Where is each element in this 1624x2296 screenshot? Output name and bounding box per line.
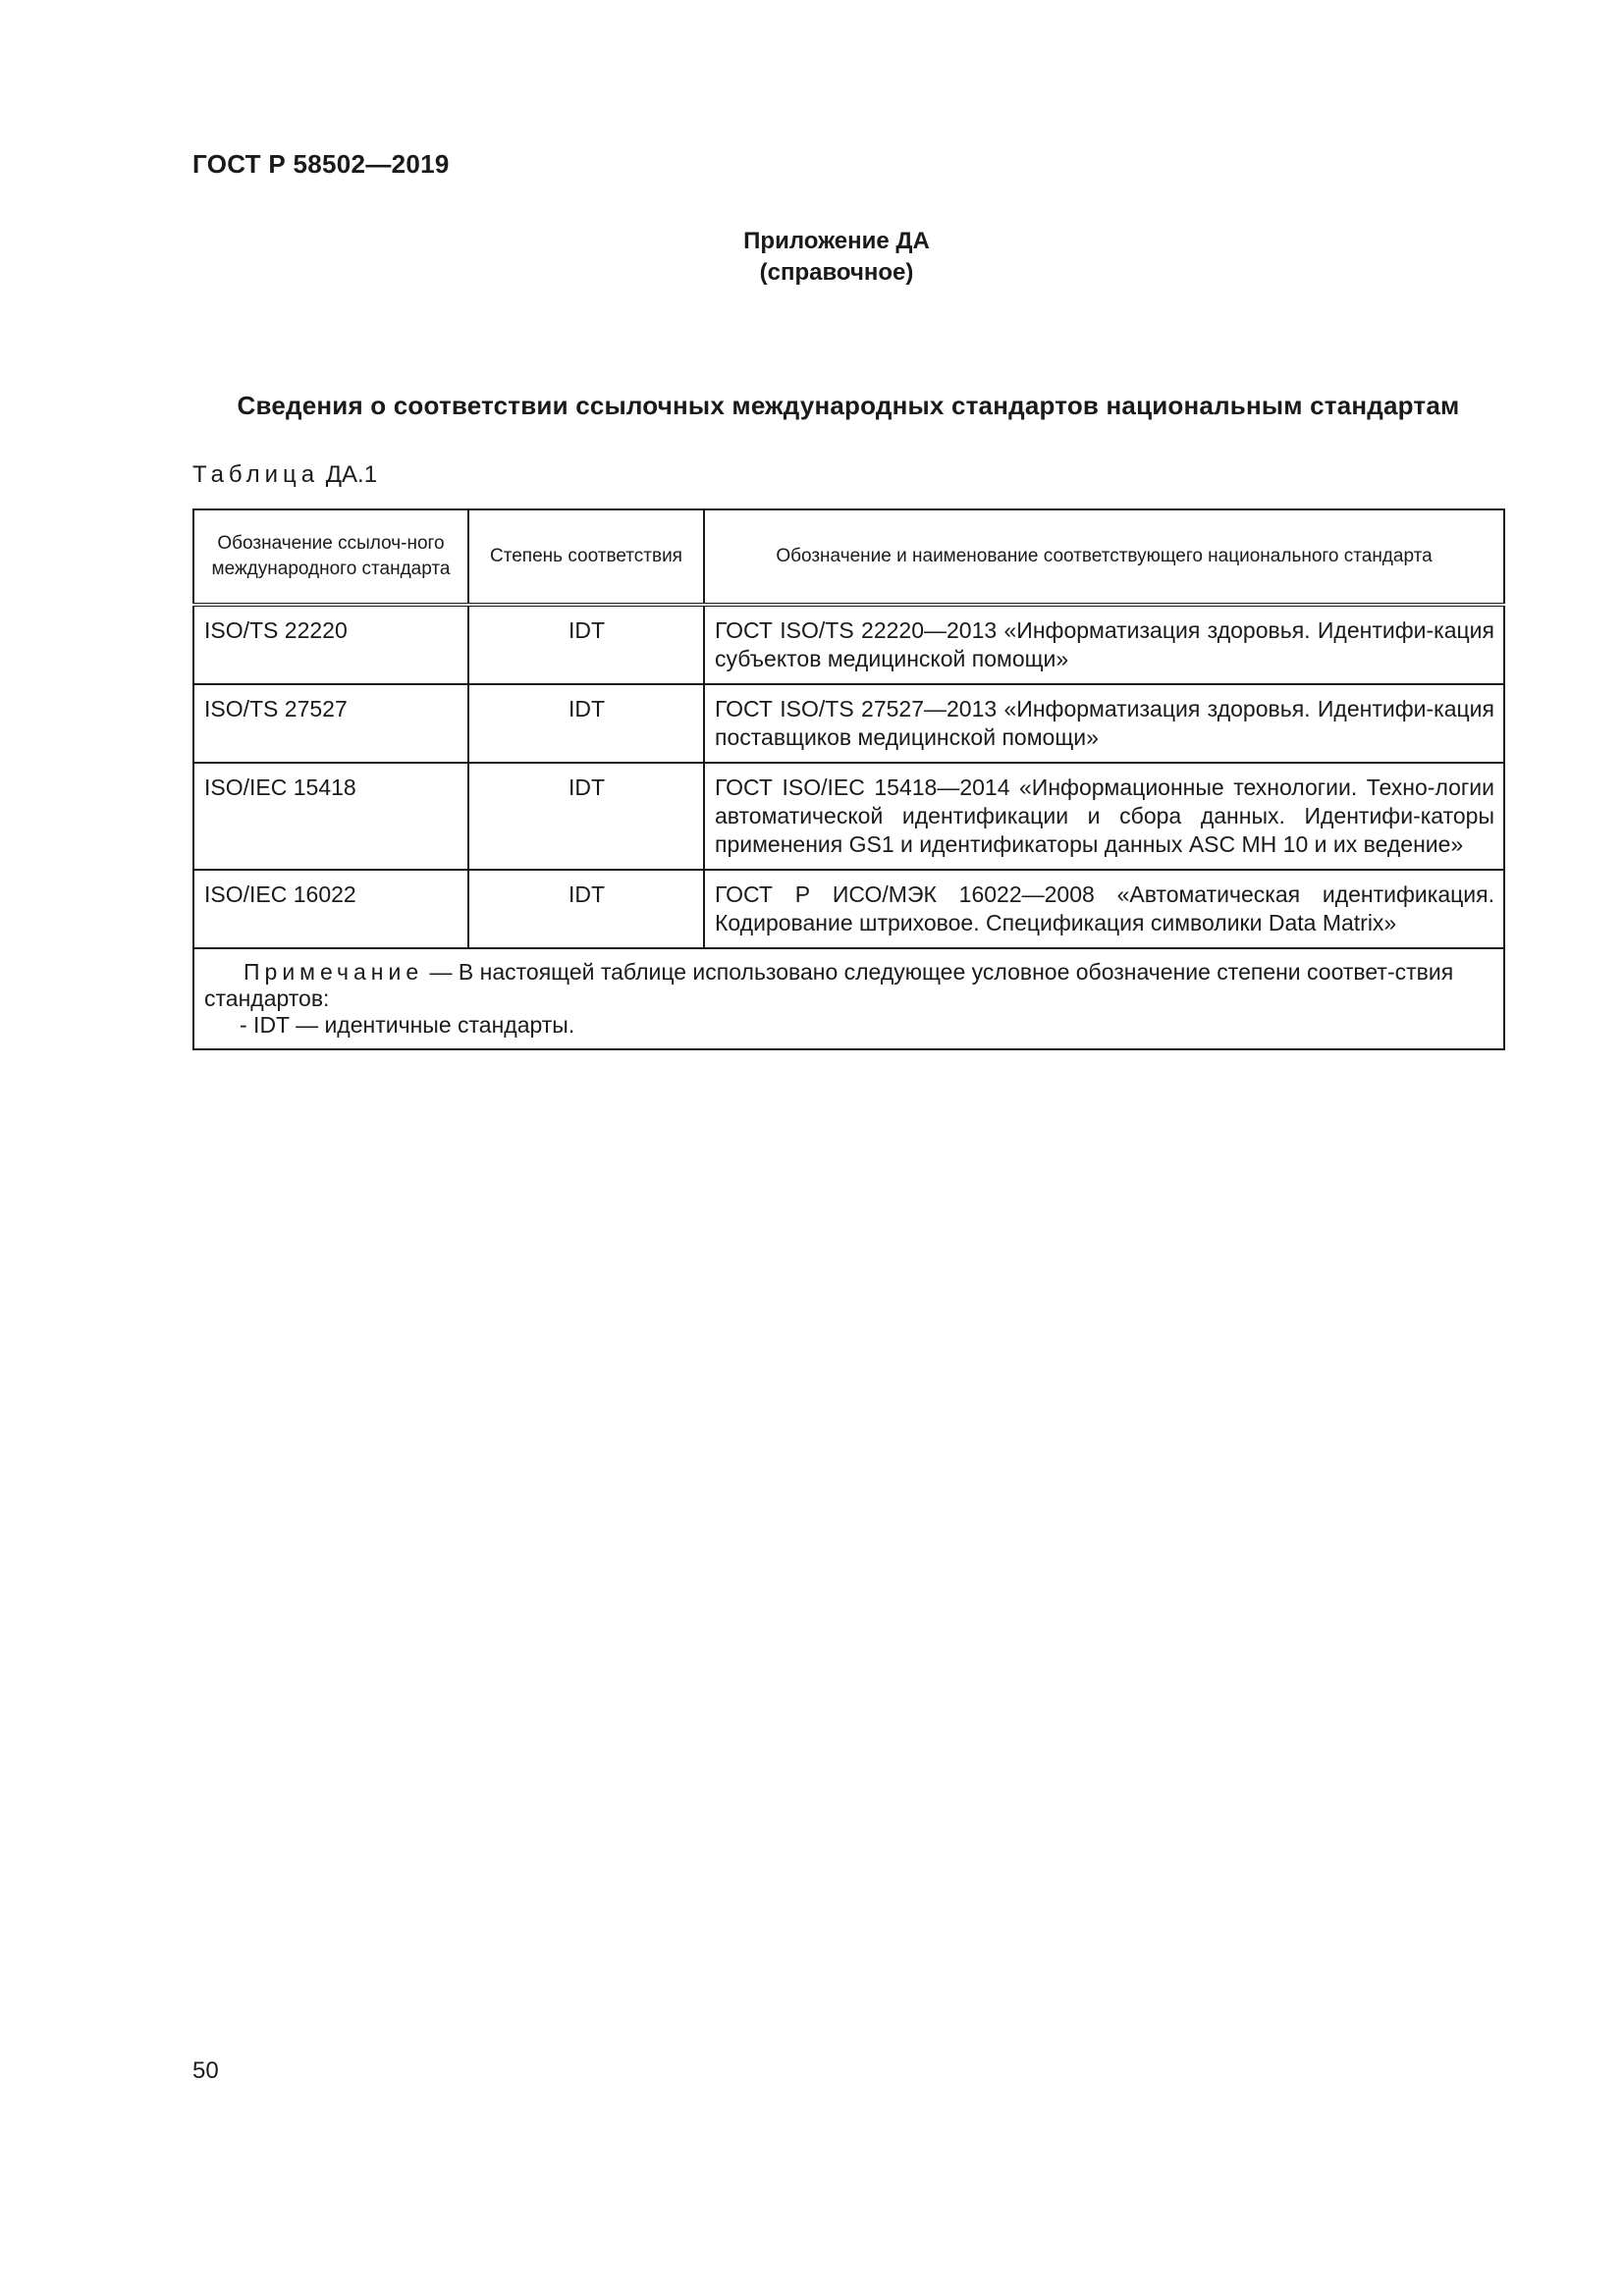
annex-heading <box>0 226 1624 289</box>
cell-degree: IDT <box>468 763 704 870</box>
table-note <box>193 948 1504 1049</box>
table-caption-label: Таблица <box>192 461 320 488</box>
cell-international-standard: ISO/IEC 16022 <box>193 870 468 948</box>
cell-international-standard: ISO/IEC 15418 <box>193 763 468 870</box>
header-national-standard: Обозначение и наименование соответствующего национального стандарта <box>704 509 1504 605</box>
document-code: ГОСТ Р 58502—2019 <box>192 149 450 179</box>
note-text: — В настоящей таблице использовано следующее условное обозначение степени соответ-ствия стандартов: <box>204 959 1454 1011</box>
table-row <box>193 763 1504 870</box>
note-line <box>204 959 1494 1012</box>
cell-national-standard: ГОСТ ISO/TS 27527—2013 «Информатизация здоровья. Идентифи-кация поставщиков медицинской помощи» <box>704 684 1504 763</box>
table-caption-number: ДА.1 <box>325 461 378 488</box>
table-row <box>193 870 1504 948</box>
note-label: Примечание <box>244 959 424 985</box>
annex-subtitle: (справочное) <box>759 259 914 286</box>
table-note-row <box>193 948 1504 1049</box>
cell-national-standard: ГОСТ ISO/IEC 15418—2014 «Информационные технологии. Техно-логии автоматической идентификации и сбора данных. Идентифи-каторы применения GS1 и идентификаторы данных ASC MH 10 и их ведение» <box>704 763 1504 870</box>
table-caption <box>192 461 377 489</box>
cell-degree: IDT <box>468 870 704 948</box>
cell-degree: IDT <box>468 684 704 763</box>
table-row <box>193 684 1504 763</box>
cell-national-standard: ГОСТ ISO/TS 22220—2013 «Информатизация здоровья. Идентифи-кация субъектов медицинской помощи» <box>704 605 1504 684</box>
table-row <box>193 605 1504 684</box>
header-degree-of-correspondence: Степень соответствия <box>468 509 704 605</box>
table-header-row <box>193 509 1504 605</box>
cell-international-standard: ISO/TS 27527 <box>193 684 468 763</box>
annex-title: Приложение ДА <box>743 228 930 254</box>
header-international-standard: Обозначение ссылоч-ного международного стандарта <box>193 509 468 605</box>
cell-national-standard: ГОСТ Р ИСО/МЭК 16022—2008 «Автоматическая идентификация. Кодирование штриховое. Спецификация символики Data Matrix» <box>704 870 1504 948</box>
cell-international-standard: ISO/TS 22220 <box>193 605 468 684</box>
section-title: Сведения о соответствии ссылочных международных стандартов национальным стандартам <box>237 391 1460 420</box>
page-number: 50 <box>192 2057 219 2084</box>
cell-degree: IDT <box>468 605 704 684</box>
note-item: - IDT — идентичные стандарты. <box>240 1012 575 1038</box>
correspondence-table <box>192 508 1505 1050</box>
